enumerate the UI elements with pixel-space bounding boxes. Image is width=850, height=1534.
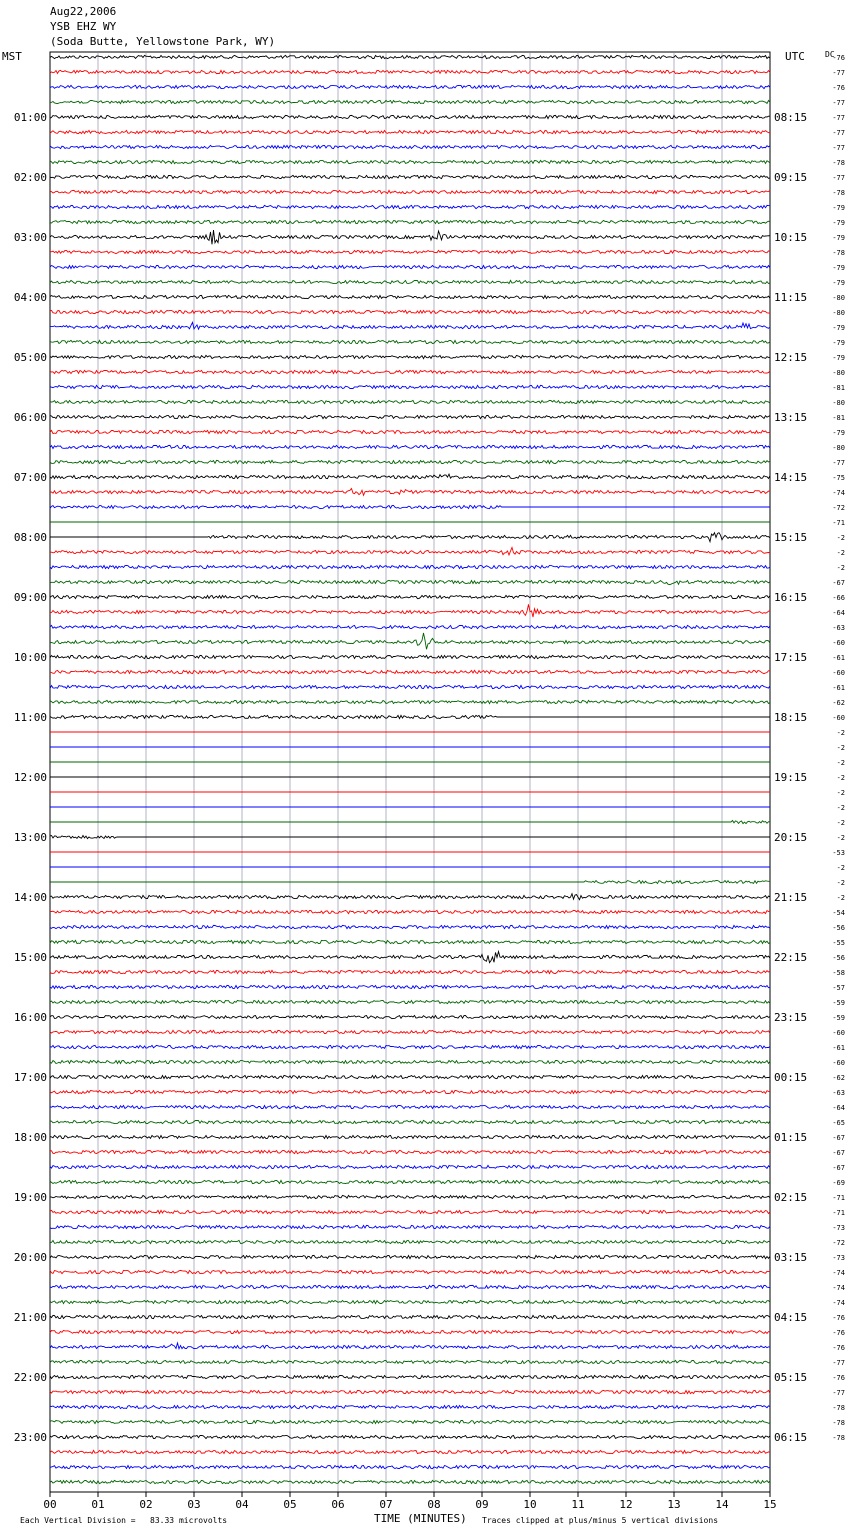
dc-offset-label: -79 bbox=[832, 279, 845, 287]
x-tick-label: 05 bbox=[283, 1498, 297, 1511]
dc-offset-label: -74 bbox=[832, 489, 845, 497]
dc-offset-label: -59 bbox=[832, 1014, 845, 1022]
trace-63 bbox=[50, 1000, 770, 1003]
trace-26 bbox=[50, 445, 770, 448]
dc-offset-label: -61 bbox=[832, 654, 845, 662]
trace-87 bbox=[50, 1360, 770, 1363]
trace-52 bbox=[50, 836, 770, 839]
x-tick-label: 11 bbox=[571, 1498, 585, 1511]
trace-76 bbox=[50, 1195, 770, 1198]
mst-hour-label: 13:00 bbox=[13, 831, 47, 844]
trace-84 bbox=[50, 1315, 770, 1318]
utc-hour-label: 10:15 bbox=[774, 231, 808, 244]
utc-hour-label: 22:15 bbox=[774, 951, 808, 964]
dc-offset-label: -62 bbox=[832, 699, 845, 707]
trace-68 bbox=[50, 1075, 770, 1078]
dc-offset-label: -2 bbox=[836, 894, 845, 902]
trace-95 bbox=[50, 1480, 770, 1483]
utc-hour-label: 08:15 bbox=[774, 111, 808, 124]
dc-offset-label: -2 bbox=[836, 864, 845, 872]
trace-38 bbox=[50, 625, 770, 628]
trace-79 bbox=[50, 1240, 770, 1243]
dc-offset-label: -2 bbox=[836, 774, 845, 782]
trace-41 bbox=[50, 670, 770, 673]
dc-offset-label: -2 bbox=[836, 834, 845, 842]
trace-9 bbox=[50, 190, 770, 193]
mst-hour-label: 08:00 bbox=[13, 531, 47, 544]
utc-hour-label: 05:15 bbox=[774, 1371, 808, 1384]
utc-hour-label: 20:15 bbox=[774, 831, 808, 844]
dc-offset-label: -67 bbox=[832, 579, 845, 587]
x-tick-label: 00 bbox=[43, 1498, 57, 1511]
x-axis-title: TIME (MINUTES) bbox=[374, 1512, 467, 1525]
dc-offset-label: -63 bbox=[832, 624, 845, 632]
mst-hour-label: 20:00 bbox=[13, 1251, 47, 1264]
mst-hour-label: 02:00 bbox=[13, 171, 47, 184]
dc-offset-label: -79 bbox=[832, 354, 845, 362]
dc-offset-label: -79 bbox=[832, 264, 845, 272]
utc-hour-label: 18:15 bbox=[774, 711, 808, 724]
dc-offset-label: -2 bbox=[836, 759, 845, 767]
x-tick-label: 06 bbox=[331, 1498, 345, 1511]
dc-offset-label: -59 bbox=[832, 999, 845, 1007]
x-tick-label: 07 bbox=[379, 1498, 393, 1511]
trace-15 bbox=[50, 280, 770, 283]
mst-axis-title: MST bbox=[2, 50, 22, 63]
trace-34 bbox=[50, 565, 770, 568]
utc-hour-label: 16:15 bbox=[774, 591, 808, 604]
trace-58 bbox=[50, 925, 770, 928]
dc-offset-label: -78 bbox=[832, 1419, 845, 1427]
trace-22 bbox=[50, 385, 770, 388]
dc-offset-label: -67 bbox=[832, 1149, 845, 1157]
trace-33 bbox=[50, 548, 770, 556]
dc-offset-label: -80 bbox=[832, 294, 845, 302]
dc-offset-label: -69 bbox=[832, 1179, 845, 1187]
dc-offset-label: -71 bbox=[832, 1209, 845, 1217]
dc-offset-label: -65 bbox=[832, 1119, 845, 1127]
mst-hour-label: 17:00 bbox=[13, 1071, 47, 1084]
location-label: (Soda Butte, Yellowstone Park, WY) bbox=[50, 35, 276, 48]
mst-hour-label: 01:00 bbox=[13, 111, 47, 124]
trace-69 bbox=[50, 1090, 770, 1093]
dc-offset-label: -73 bbox=[832, 1224, 845, 1232]
utc-hour-label: 01:15 bbox=[774, 1131, 808, 1144]
utc-hour-label: 09:15 bbox=[774, 171, 808, 184]
dc-offset-label: -77 bbox=[832, 1389, 845, 1397]
x-tick-label: 04 bbox=[235, 1498, 249, 1511]
mst-hour-label: 15:00 bbox=[13, 951, 47, 964]
dc-offset-label: -80 bbox=[832, 399, 845, 407]
trace-36 bbox=[50, 595, 770, 598]
dc-offset-label: -72 bbox=[832, 504, 845, 512]
dc-offset-label: -2 bbox=[836, 729, 845, 737]
trace-74 bbox=[50, 1165, 770, 1168]
dc-offset-label: -80 bbox=[832, 369, 845, 377]
dc-offset-label: -79 bbox=[832, 234, 845, 242]
dc-offset-label: -64 bbox=[832, 1104, 845, 1112]
dc-offset-label: -76 bbox=[832, 1329, 845, 1337]
traces bbox=[50, 55, 770, 1483]
mst-hour-label: 18:00 bbox=[13, 1131, 47, 1144]
trace-91 bbox=[50, 1420, 770, 1423]
dc-offset-label: -54 bbox=[832, 909, 845, 917]
dc-offset-label: -75 bbox=[832, 474, 845, 482]
trace-85 bbox=[50, 1330, 770, 1333]
dc-offset-label: -76 bbox=[832, 54, 845, 62]
trace-64 bbox=[50, 1015, 770, 1018]
trace-61 bbox=[50, 970, 770, 973]
dc-offset-label: -61 bbox=[832, 684, 845, 692]
trace-37 bbox=[50, 604, 770, 617]
trace-72 bbox=[50, 1135, 770, 1138]
dc-offset-label: -63 bbox=[832, 1089, 845, 1097]
trace-32 bbox=[50, 533, 770, 542]
dc-offset-label: -79 bbox=[832, 204, 845, 212]
mst-hour-label: 03:00 bbox=[13, 231, 47, 244]
dc-offset-label: -77 bbox=[832, 174, 845, 182]
dc-offset-label: -58 bbox=[832, 969, 845, 977]
trace-88 bbox=[50, 1375, 770, 1378]
mst-hour-label: 16:00 bbox=[13, 1011, 47, 1024]
dc-offset-label: -74 bbox=[832, 1284, 845, 1292]
utc-hour-label: 23:15 bbox=[774, 1011, 808, 1024]
x-tick-label: 08 bbox=[427, 1498, 441, 1511]
dc-offset-label: -62 bbox=[832, 1074, 845, 1082]
trace-81 bbox=[50, 1270, 770, 1273]
x-tick-label: 12 bbox=[619, 1498, 633, 1511]
trace-67 bbox=[50, 1060, 770, 1063]
trace-10 bbox=[50, 205, 770, 208]
trace-12 bbox=[50, 230, 770, 244]
dc-offset-label: -79 bbox=[832, 324, 845, 332]
trace-4 bbox=[50, 115, 770, 118]
trace-13 bbox=[50, 250, 770, 253]
trace-62 bbox=[50, 985, 770, 988]
dc-offset-label: -72 bbox=[832, 1239, 845, 1247]
dc-offset-label: -57 bbox=[832, 984, 845, 992]
trace-35 bbox=[50, 580, 770, 584]
mst-hour-label: 05:00 bbox=[13, 351, 47, 364]
dc-offset-label: -60 bbox=[832, 1059, 845, 1067]
utc-hour-label: 17:15 bbox=[774, 651, 808, 664]
dc-offset-label: -71 bbox=[832, 519, 845, 527]
trace-82 bbox=[50, 1285, 770, 1288]
mst-hour-label: 23:00 bbox=[13, 1431, 47, 1444]
trace-24 bbox=[50, 415, 770, 418]
dc-offset-label: -81 bbox=[832, 384, 845, 392]
dc-offset-label: -77 bbox=[832, 114, 845, 122]
utc-hour-label: 02:15 bbox=[774, 1191, 808, 1204]
trace-73 bbox=[50, 1150, 770, 1153]
trace-93 bbox=[50, 1450, 770, 1453]
trace-7 bbox=[50, 160, 770, 163]
trace-70 bbox=[50, 1105, 770, 1108]
dc-offset-label: -77 bbox=[832, 144, 845, 152]
mst-hour-label: 04:00 bbox=[13, 291, 47, 304]
trace-2 bbox=[50, 85, 770, 88]
trace-5 bbox=[50, 130, 770, 133]
x-axis bbox=[43, 1492, 776, 1511]
station-label: YSB EHZ WY bbox=[50, 20, 117, 33]
trace-77 bbox=[50, 1210, 770, 1213]
mst-hour-label: 06:00 bbox=[13, 411, 47, 424]
dc-offset-label: -77 bbox=[832, 69, 845, 77]
trace-78 bbox=[50, 1225, 770, 1228]
scale-note: Each Vertical Division = 83.33 microvolts bbox=[20, 1516, 228, 1525]
dc-offset-label: -60 bbox=[832, 714, 845, 722]
trace-71 bbox=[50, 1120, 770, 1123]
dc-offset-label: -60 bbox=[832, 1029, 845, 1037]
trace-59 bbox=[50, 940, 770, 943]
utc-hour-label: 19:15 bbox=[774, 771, 808, 784]
dc-offset-label: -67 bbox=[832, 1164, 845, 1172]
utc-hour-label: 00:15 bbox=[774, 1071, 808, 1084]
dc-offset-label: -53 bbox=[832, 849, 845, 857]
hour-labels bbox=[14, 54, 845, 1444]
trace-27 bbox=[50, 460, 770, 463]
trace-60 bbox=[50, 952, 770, 963]
dc-offset-label: -2 bbox=[836, 534, 845, 542]
trace-44 bbox=[50, 715, 770, 718]
mst-hour-label: 12:00 bbox=[13, 771, 47, 784]
trace-92 bbox=[50, 1435, 770, 1438]
date-label: Aug22,2006 bbox=[50, 5, 117, 18]
dc-offset-label: -60 bbox=[832, 669, 845, 677]
dc-offset-label: -60 bbox=[832, 639, 845, 647]
mst-hour-label: 21:00 bbox=[13, 1311, 47, 1324]
dc-offset-label: -73 bbox=[832, 1254, 845, 1262]
trace-42 bbox=[50, 685, 770, 688]
dc-offset-label: -77 bbox=[832, 129, 845, 137]
trace-14 bbox=[50, 265, 770, 268]
dc-offset-label: -80 bbox=[832, 309, 845, 317]
trace-75 bbox=[50, 1180, 770, 1183]
trace-40 bbox=[50, 655, 770, 658]
trace-90 bbox=[50, 1405, 770, 1408]
dc-offset-label: -64 bbox=[832, 609, 845, 617]
utc-hour-label: 04:15 bbox=[774, 1311, 808, 1324]
x-tick-label: 14 bbox=[715, 1498, 729, 1511]
dc-offset-label: -74 bbox=[832, 1269, 845, 1277]
utc-hour-label: 12:15 bbox=[774, 351, 808, 364]
dc-offset-label: -78 bbox=[832, 249, 845, 257]
trace-8 bbox=[50, 175, 770, 178]
dc-offset-label: -76 bbox=[832, 1314, 845, 1322]
trace-17 bbox=[50, 310, 770, 313]
dc-offset-label: -2 bbox=[836, 819, 845, 827]
dc-offset-label: -78 bbox=[832, 1434, 845, 1442]
mst-hour-label: 07:00 bbox=[13, 471, 47, 484]
dc-offset-label: -78 bbox=[832, 159, 845, 167]
trace-43 bbox=[50, 700, 770, 703]
utc-hour-label: 21:15 bbox=[774, 891, 808, 904]
dc-offset-label: -2 bbox=[836, 804, 845, 812]
dc-offset-label: -77 bbox=[832, 99, 845, 107]
trace-6 bbox=[50, 145, 770, 148]
dc-offset-label: -77 bbox=[832, 1359, 845, 1367]
dc-offset-label: -61 bbox=[832, 1044, 845, 1052]
mst-hour-label: 14:00 bbox=[13, 891, 47, 904]
dc-offset-label: -2 bbox=[836, 549, 845, 557]
trace-89 bbox=[50, 1390, 770, 1393]
dc-offset-label: -2 bbox=[836, 879, 845, 887]
x-tick-label: 02 bbox=[139, 1498, 153, 1511]
trace-86 bbox=[50, 1343, 770, 1349]
trace-56 bbox=[50, 894, 770, 900]
trace-80 bbox=[50, 1255, 770, 1258]
dc-offset-label: -2 bbox=[836, 564, 845, 572]
dc-offset-label: -56 bbox=[832, 954, 845, 962]
utc-hour-label: 06:15 bbox=[774, 1431, 808, 1444]
dc-offset-label: -55 bbox=[832, 939, 845, 947]
x-tick-label: 01 bbox=[91, 1498, 105, 1511]
dc-offset-label: -78 bbox=[832, 1404, 845, 1412]
dc-offset-label: -71 bbox=[832, 1194, 845, 1202]
utc-axis-title: UTC bbox=[785, 50, 805, 63]
clip-note: Traces clipped at plus/minus 5 vertical divisions bbox=[482, 1516, 719, 1525]
dc-offset-label: -76 bbox=[832, 84, 845, 92]
dc-offset-label: -2 bbox=[836, 789, 845, 797]
dc-offset-label: -78 bbox=[832, 189, 845, 197]
trace-20 bbox=[50, 355, 770, 358]
utc-hour-label: 11:15 bbox=[774, 291, 808, 304]
mst-hour-label: 09:00 bbox=[13, 591, 47, 604]
utc-hour-label: 14:15 bbox=[774, 471, 808, 484]
trace-18 bbox=[50, 322, 770, 329]
trace-3 bbox=[50, 100, 770, 103]
utc-hour-label: 15:15 bbox=[774, 531, 808, 544]
trace-1 bbox=[50, 70, 770, 73]
x-tick-label: 10 bbox=[523, 1498, 537, 1511]
dc-offset-label: -56 bbox=[832, 924, 845, 932]
utc-hour-label: 03:15 bbox=[774, 1251, 808, 1264]
trace-57 bbox=[50, 910, 770, 913]
mst-hour-label: 10:00 bbox=[13, 651, 47, 664]
dc-offset-label: -76 bbox=[832, 1374, 845, 1382]
trace-29 bbox=[50, 489, 770, 496]
trace-0 bbox=[50, 55, 770, 58]
trace-19 bbox=[50, 340, 770, 343]
trace-65 bbox=[50, 1030, 770, 1033]
trace-16 bbox=[50, 295, 770, 298]
trace-28 bbox=[50, 474, 770, 479]
mst-hour-label: 19:00 bbox=[13, 1191, 47, 1204]
dc-offset-label: -79 bbox=[832, 219, 845, 227]
dc-offset-label: -79 bbox=[832, 429, 845, 437]
utc-hour-label: 13:15 bbox=[774, 411, 808, 424]
trace-94 bbox=[50, 1465, 770, 1468]
dc-offset-label: -77 bbox=[832, 459, 845, 467]
x-tick-label: 15 bbox=[763, 1498, 777, 1511]
trace-30 bbox=[50, 505, 770, 508]
x-tick-label: 13 bbox=[667, 1498, 681, 1511]
trace-23 bbox=[50, 400, 770, 403]
dc-axis-title: DC bbox=[825, 50, 835, 59]
dc-offset-label: -74 bbox=[832, 1299, 845, 1307]
dc-offset-label: -66 bbox=[832, 594, 845, 602]
dc-offset-label: -67 bbox=[832, 1134, 845, 1142]
trace-25 bbox=[50, 430, 770, 433]
dc-offset-label: -80 bbox=[832, 444, 845, 452]
trace-21 bbox=[50, 370, 770, 373]
trace-55 bbox=[50, 881, 770, 884]
trace-83 bbox=[50, 1300, 770, 1303]
dc-offset-label: -79 bbox=[832, 339, 845, 347]
mst-hour-label: 11:00 bbox=[13, 711, 47, 724]
x-tick-label: 09 bbox=[475, 1498, 489, 1511]
trace-39 bbox=[50, 633, 770, 649]
dc-offset-label: -76 bbox=[832, 1344, 845, 1352]
x-tick-label: 03 bbox=[187, 1498, 201, 1511]
trace-51 bbox=[50, 821, 770, 824]
dc-offset-label: -2 bbox=[836, 744, 845, 752]
trace-11 bbox=[50, 220, 770, 223]
trace-66 bbox=[50, 1045, 770, 1048]
dc-offset-label: -81 bbox=[832, 414, 845, 422]
mst-hour-label: 22:00 bbox=[13, 1371, 47, 1384]
